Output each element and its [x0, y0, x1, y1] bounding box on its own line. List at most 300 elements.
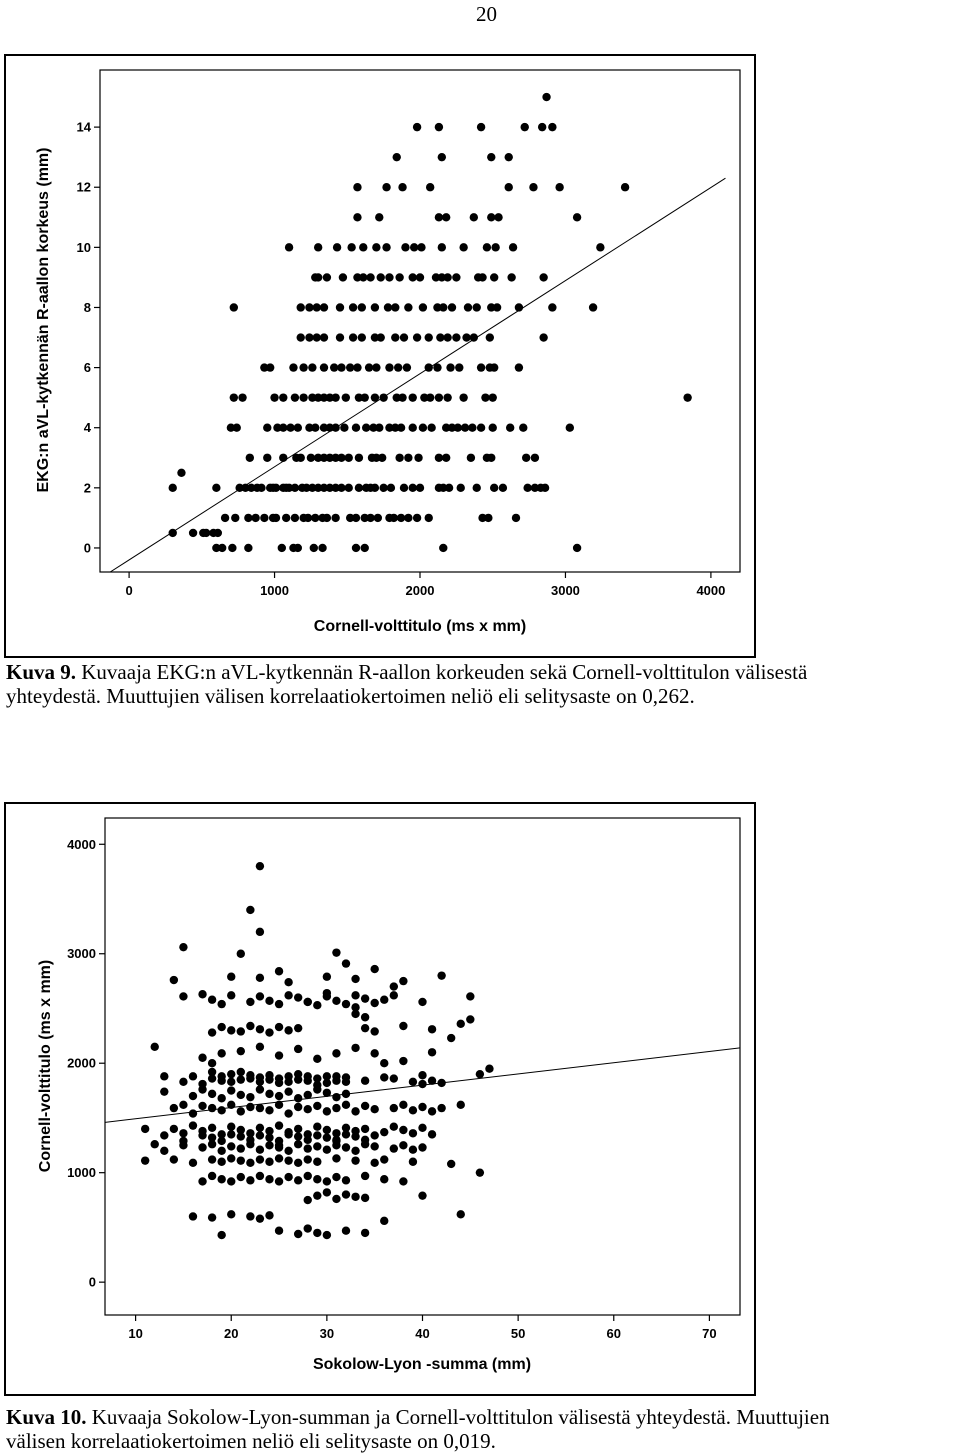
data-point	[279, 424, 287, 432]
data-point	[342, 1190, 350, 1198]
data-point	[410, 243, 418, 251]
data-point	[160, 1131, 168, 1139]
data-point	[484, 514, 492, 522]
data-point	[275, 1101, 283, 1109]
data-point	[342, 1130, 350, 1138]
data-point	[246, 1022, 254, 1030]
data-point	[304, 1136, 312, 1144]
data-point	[266, 363, 274, 371]
data-point	[452, 333, 460, 341]
data-point	[314, 273, 322, 281]
data-point	[457, 1020, 465, 1028]
data-point	[305, 333, 313, 341]
data-point	[345, 454, 353, 462]
data-point	[246, 1212, 254, 1220]
data-point	[227, 1078, 235, 1086]
data-point	[493, 303, 501, 311]
data-point	[323, 1107, 331, 1115]
figure-9-caption-label: Kuva 9.	[6, 660, 77, 684]
data-point	[489, 393, 497, 401]
figure-10-caption-text-1: Kuvaaja Sokolow-Lyon-summan ja Cornell-volttitulon välisestä yhteydestä. Muuttujien	[86, 1405, 830, 1429]
data-point	[208, 1028, 216, 1036]
data-point	[208, 996, 216, 1004]
data-point	[246, 1071, 254, 1079]
data-point	[208, 1059, 216, 1067]
data-point	[467, 454, 475, 462]
data-point	[345, 484, 353, 492]
data-point	[237, 1173, 245, 1181]
data-point	[311, 424, 319, 432]
data-point	[256, 1104, 264, 1112]
data-point	[529, 183, 537, 191]
data-point	[409, 1145, 417, 1153]
data-point	[359, 273, 367, 281]
data-point	[304, 1155, 312, 1163]
y-tick-label: 4	[83, 420, 91, 436]
data-point	[342, 1176, 350, 1184]
data-point	[371, 484, 379, 492]
data-point	[370, 1049, 378, 1057]
data-point	[311, 514, 319, 522]
data-point	[390, 991, 398, 999]
data-point	[332, 1136, 340, 1144]
data-point	[404, 454, 412, 462]
data-point	[395, 273, 403, 281]
data-point	[189, 1159, 197, 1167]
data-point	[466, 1015, 474, 1023]
data-point	[380, 1217, 388, 1225]
y-tick-label: 12	[76, 179, 91, 195]
data-point	[284, 991, 292, 999]
data-point	[151, 1043, 159, 1051]
data-point	[428, 1130, 436, 1138]
data-point	[275, 1121, 283, 1129]
data-point	[198, 1177, 206, 1185]
data-point	[548, 123, 556, 131]
y-tick-label: 2	[83, 480, 91, 496]
data-point	[358, 333, 366, 341]
data-point	[359, 243, 367, 251]
data-point	[351, 1147, 359, 1155]
data-point	[351, 1132, 359, 1140]
plot-area	[100, 70, 740, 572]
data-point	[485, 1064, 493, 1072]
data-point	[256, 1124, 264, 1132]
data-point	[189, 529, 197, 537]
data-point	[418, 1191, 426, 1199]
data-point	[541, 484, 549, 492]
y-tick-label: 2000	[67, 1055, 96, 1071]
data-point	[380, 1073, 388, 1081]
data-point	[237, 1132, 245, 1140]
data-point	[342, 959, 350, 967]
data-point	[380, 1155, 388, 1163]
data-point	[370, 1131, 378, 1139]
data-point	[442, 454, 450, 462]
data-point	[257, 484, 265, 492]
data-point	[179, 1078, 187, 1086]
data-point	[573, 544, 581, 552]
data-point	[141, 1156, 149, 1164]
data-point	[409, 1158, 417, 1166]
data-point	[198, 1102, 206, 1110]
figure-10-caption-label: Kuva 10.	[6, 1405, 87, 1429]
data-point	[443, 273, 451, 281]
data-point	[227, 991, 235, 999]
data-point	[391, 303, 399, 311]
data-point	[284, 1130, 292, 1138]
data-point	[375, 424, 383, 432]
data-point	[443, 333, 451, 341]
data-point	[237, 1144, 245, 1152]
data-point	[313, 1001, 321, 1009]
x-tick-label: 40	[415, 1326, 430, 1341]
data-point	[332, 1154, 340, 1162]
data-point	[304, 1196, 312, 1204]
data-point	[428, 1077, 436, 1085]
scatter-chart-cornell-vs-sokolow	[6, 804, 754, 1394]
data-point	[390, 1104, 398, 1112]
data-point	[265, 1075, 273, 1083]
data-point	[387, 484, 395, 492]
data-point	[189, 1092, 197, 1100]
data-point	[323, 1133, 331, 1141]
data-point	[294, 993, 302, 1001]
figure-9	[4, 54, 756, 658]
data-point	[286, 424, 294, 432]
x-axis-title: Sokolow-Lyon -summa (mm)	[312, 1356, 532, 1373]
data-point	[370, 999, 378, 1007]
data-point	[409, 393, 417, 401]
data-point	[366, 273, 374, 281]
data-point	[256, 1085, 264, 1093]
data-point	[507, 273, 515, 281]
data-point	[371, 393, 379, 401]
x-tick-label: 20	[224, 1326, 239, 1341]
data-point	[390, 1144, 398, 1152]
data-point	[437, 1079, 445, 1087]
data-point	[361, 1125, 369, 1133]
data-point	[275, 1227, 283, 1235]
data-point	[509, 243, 517, 251]
data-point	[352, 514, 360, 522]
data-point	[548, 303, 556, 311]
data-point	[399, 1057, 407, 1065]
data-point	[202, 529, 210, 537]
data-point	[307, 454, 315, 462]
x-tick-label: 3000	[550, 583, 580, 598]
data-point	[435, 454, 443, 462]
data-point	[246, 1103, 254, 1111]
data-point	[390, 514, 398, 522]
data-point	[333, 243, 341, 251]
data-point	[342, 1090, 350, 1098]
data-point	[385, 363, 393, 371]
data-point	[515, 303, 523, 311]
data-point	[331, 514, 339, 522]
data-point	[435, 393, 443, 401]
data-point	[313, 1191, 321, 1199]
data-point	[294, 1045, 302, 1053]
data-point	[244, 544, 252, 552]
data-point	[382, 183, 390, 191]
data-point	[217, 1023, 225, 1031]
data-point	[512, 514, 520, 522]
data-point	[169, 529, 177, 537]
data-point	[246, 454, 254, 462]
data-point	[466, 992, 474, 1000]
data-point	[416, 273, 424, 281]
data-point	[372, 243, 380, 251]
data-point	[313, 1142, 321, 1150]
data-point	[332, 1049, 340, 1057]
data-point	[464, 303, 472, 311]
data-point	[409, 1106, 417, 1114]
data-point	[332, 997, 340, 1005]
data-point	[419, 303, 427, 311]
data-point	[189, 1072, 197, 1080]
data-point	[304, 1091, 312, 1099]
data-point	[284, 1109, 292, 1117]
data-point	[336, 303, 344, 311]
y-axis-title: Cornell-volttitulo (ms x mm)	[37, 959, 54, 1173]
y-tick-label: 4000	[67, 836, 96, 852]
x-tick-label: 4000	[696, 583, 726, 598]
y-tick-label: 0	[88, 1274, 96, 1290]
data-point	[380, 1128, 388, 1136]
data-point	[279, 393, 287, 401]
data-point	[461, 424, 469, 432]
data-point	[542, 93, 550, 101]
data-point	[361, 1077, 369, 1085]
data-point	[294, 1070, 302, 1078]
data-point	[217, 1158, 225, 1166]
data-point	[198, 1131, 206, 1139]
data-point	[265, 997, 273, 1005]
data-point	[323, 1188, 331, 1196]
data-point	[342, 1101, 350, 1109]
data-point	[486, 333, 494, 341]
data-point	[297, 333, 305, 341]
data-point	[284, 1026, 292, 1034]
data-point	[455, 363, 463, 371]
data-point	[279, 454, 287, 462]
data-point	[443, 393, 451, 401]
data-point	[400, 484, 408, 492]
data-point	[342, 1143, 350, 1151]
y-tick-label: 14	[76, 119, 91, 135]
data-point	[487, 213, 495, 221]
data-point	[323, 1079, 331, 1087]
data-point	[435, 123, 443, 131]
data-point	[285, 243, 293, 251]
data-point	[399, 1141, 407, 1149]
data-point	[265, 1211, 273, 1219]
data-point	[227, 1210, 235, 1218]
data-point	[237, 1091, 245, 1099]
data-point	[459, 393, 467, 401]
data-point	[397, 514, 405, 522]
data-point	[323, 992, 331, 1000]
data-point	[256, 1172, 264, 1180]
data-point	[313, 1055, 321, 1063]
data-point	[539, 273, 547, 281]
data-point	[426, 183, 434, 191]
data-point	[457, 1101, 465, 1109]
data-point	[433, 363, 441, 371]
data-point	[447, 1034, 455, 1042]
data-point	[331, 424, 339, 432]
data-point	[208, 1104, 216, 1112]
data-point	[323, 1089, 331, 1097]
data-point	[291, 514, 299, 522]
y-tick-label: 3000	[67, 946, 96, 962]
data-point	[399, 1022, 407, 1030]
data-point	[160, 1147, 168, 1155]
y-tick-label: 6	[83, 360, 91, 376]
data-point	[189, 1212, 197, 1220]
data-point	[339, 273, 347, 281]
data-point	[198, 1085, 206, 1093]
data-point	[208, 1124, 216, 1132]
x-tick-label: 2000	[405, 583, 435, 598]
data-point	[217, 1094, 225, 1102]
data-point	[208, 1090, 216, 1098]
data-point	[179, 943, 187, 951]
data-point	[454, 424, 462, 432]
data-point	[436, 333, 444, 341]
data-point	[425, 333, 433, 341]
data-point	[294, 1094, 302, 1102]
data-point	[342, 393, 350, 401]
data-point	[221, 514, 229, 522]
data-point	[393, 153, 401, 161]
data-point	[323, 973, 331, 981]
data-point	[425, 514, 433, 522]
data-point	[413, 514, 421, 522]
data-point	[473, 484, 481, 492]
data-point	[566, 424, 574, 432]
data-point	[170, 976, 178, 984]
data-point	[304, 1072, 312, 1080]
data-point	[256, 974, 264, 982]
data-point	[358, 303, 366, 311]
data-point	[313, 1074, 321, 1082]
data-point	[289, 363, 297, 371]
x-tick-label: 1000	[260, 583, 290, 598]
data-point	[361, 1013, 369, 1021]
data-point	[437, 1104, 445, 1112]
data-point	[246, 906, 254, 914]
data-point	[237, 1075, 245, 1083]
data-point	[418, 1071, 426, 1079]
data-point	[377, 333, 385, 341]
data-point	[355, 454, 363, 462]
data-point	[337, 454, 345, 462]
data-point	[352, 544, 360, 552]
data-point	[256, 1025, 264, 1033]
data-point	[538, 123, 546, 131]
data-point	[179, 1101, 187, 1109]
data-point	[263, 454, 271, 462]
data-point	[349, 303, 357, 311]
data-point	[555, 183, 563, 191]
data-point	[272, 484, 280, 492]
data-point	[189, 1109, 197, 1117]
data-point	[256, 928, 264, 936]
data-point	[459, 243, 467, 251]
data-point	[278, 544, 286, 552]
data-point	[179, 992, 187, 1000]
data-point	[313, 333, 321, 341]
data-point	[323, 1126, 331, 1134]
data-point	[521, 123, 529, 131]
data-point	[237, 1068, 245, 1076]
data-point	[297, 454, 305, 462]
data-point	[256, 862, 264, 870]
data-point	[230, 303, 238, 311]
data-point	[506, 424, 514, 432]
data-point	[313, 303, 321, 311]
data-point	[409, 424, 417, 432]
data-point	[332, 1173, 340, 1181]
data-point	[294, 1140, 302, 1148]
data-point	[361, 544, 369, 552]
data-point	[228, 544, 236, 552]
x-tick-label: 30	[319, 1326, 335, 1341]
data-point	[596, 243, 604, 251]
data-point	[179, 1137, 187, 1145]
data-point	[313, 1102, 321, 1110]
data-point	[294, 1125, 302, 1133]
data-point	[237, 1156, 245, 1164]
y-tick-label: 10	[76, 239, 91, 255]
data-point	[352, 424, 360, 432]
data-point	[409, 484, 417, 492]
data-point	[294, 1132, 302, 1140]
data-point	[332, 1104, 340, 1112]
data-point	[351, 1107, 359, 1115]
data-point	[260, 514, 268, 522]
data-point	[294, 1159, 302, 1167]
data-point	[179, 1129, 187, 1137]
data-point	[384, 303, 392, 311]
data-point	[365, 363, 373, 371]
data-point	[212, 484, 220, 492]
data-point	[448, 303, 456, 311]
figure-9-caption-text-1: Kuvaaja EKG:n aVL-kytkennän R-aallon korkeuden sekä Cornell-volttitulon välisestä	[76, 660, 808, 684]
data-point	[419, 424, 427, 432]
data-point	[160, 1087, 168, 1095]
data-point	[473, 303, 481, 311]
data-point	[347, 243, 355, 251]
data-point	[370, 1105, 378, 1113]
data-point	[237, 950, 245, 958]
data-point	[490, 363, 498, 371]
data-point	[227, 1130, 235, 1138]
data-point	[380, 1059, 388, 1067]
data-point	[310, 544, 318, 552]
data-point	[477, 123, 485, 131]
data-point	[304, 998, 312, 1006]
data-point	[539, 333, 547, 341]
data-point	[361, 1229, 369, 1237]
data-point	[294, 1176, 302, 1184]
data-point	[256, 1145, 264, 1153]
data-point	[437, 971, 445, 979]
data-point	[399, 1177, 407, 1185]
data-point	[487, 454, 495, 462]
